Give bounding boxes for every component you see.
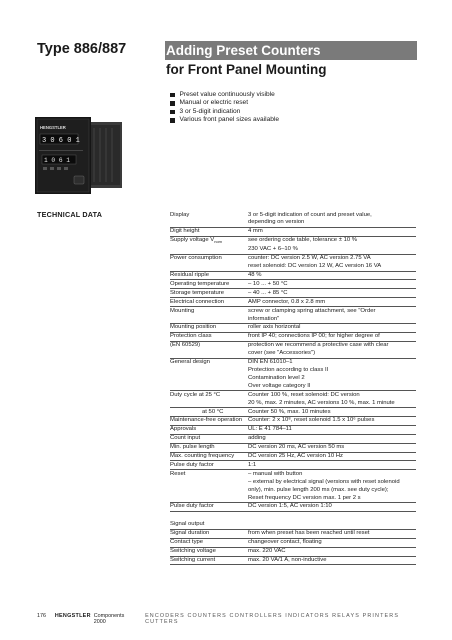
spec-key: Max. counting frequency [170, 453, 235, 460]
spec-key: Pulse duty factor [170, 461, 214, 468]
spec-value: max. 20 VA/1 A, non-inductive [248, 557, 327, 564]
spec-key: Power consumption [170, 255, 222, 262]
spec-row [170, 453, 416, 462]
spec-value: Reset frequency DC version max. 1 per 2 s [248, 494, 361, 501]
spec-key: Digit height [170, 228, 200, 235]
spec-row [170, 494, 416, 503]
spec-value: DIN EN 61010–1 [248, 359, 293, 366]
spec-key: Residual ripple [170, 272, 209, 279]
brand-label: HENGSTLER [40, 125, 66, 130]
spec-value [248, 521, 416, 529]
spec-row [170, 255, 416, 263]
spec-row [170, 539, 416, 548]
spec-value: adding [248, 435, 266, 442]
spec-row [170, 374, 416, 382]
spec-row [170, 382, 416, 391]
spec-row [170, 272, 416, 281]
spec-key: Pulse duty factor [170, 503, 214, 510]
feature-item: 3 or 5-digit indication [170, 108, 279, 116]
spec-row [170, 503, 416, 512]
spec-key [170, 374, 248, 382]
spec-key [170, 350, 248, 358]
spec-row [170, 486, 416, 494]
square-bullet-icon [170, 118, 175, 123]
spec-key: Mounting position [170, 324, 217, 331]
spec-value: 20 %, max. 2 minutes, AC versions 10 %, max. 1 minute [248, 399, 395, 406]
spec-row [170, 350, 416, 359]
spec-value: Counter: 2 x 10⁸, reset solenoid 1.5 x 10⁶ pulses [248, 417, 375, 424]
spec-value: Protection according to class II [248, 366, 329, 373]
spec-value: DC version 20 ms, AC version 50 ms [248, 444, 345, 451]
spec-row [170, 228, 416, 237]
spec-key [170, 486, 248, 494]
spec-group-main [170, 211, 416, 512]
spec-key: Switching voltage [170, 548, 216, 555]
spec-row [170, 557, 416, 566]
spec-row [170, 426, 416, 435]
feature-item: Preset value continuously visible [170, 91, 279, 99]
spec-key: Mounting [170, 307, 195, 314]
spec-key: Protection class [170, 333, 212, 340]
page-footer [37, 613, 417, 625]
footer-categories: ENCODERS COUNTERS CONTROLLERS INDICATORS RELAYS PRINTERS CUTTERS [145, 613, 400, 625]
product-type-title: Type 886/887 [37, 41, 127, 57]
spec-value: see ordering code table, tolerance ± 10 % [248, 237, 358, 244]
spec-value: front IP 40; connections IP 00; for higher degree of [248, 333, 380, 340]
spec-row [170, 263, 416, 272]
spec-value: 4 mm [248, 228, 263, 235]
spec-value: Over voltage category II [248, 382, 311, 389]
spec-key [170, 399, 248, 407]
spec-row [170, 211, 416, 219]
spec-row [170, 307, 416, 315]
spec-row [170, 530, 416, 539]
spec-key: (EN 60529) [170, 342, 201, 349]
spec-key [170, 263, 248, 271]
feature-item: Various front panel sizes available [170, 116, 279, 124]
spec-row [170, 237, 416, 246]
spec-value: – 10 ... + 50 °C [248, 280, 288, 287]
spec-value: DC version 25 Hz, AC version 10 Hz [248, 453, 343, 460]
page-number: 176 [37, 613, 46, 619]
spec-value: 48 % [248, 272, 262, 279]
spec-row [170, 399, 416, 408]
spec-key: Maintenance-free operation [170, 417, 243, 424]
spacer [170, 512, 416, 521]
feature-list [170, 91, 279, 125]
spec-value: – 40 ... + 85 °C [248, 289, 288, 296]
spec-key [170, 382, 248, 390]
spec-value: AMP connector, 0.8 x 2.8 mm [248, 298, 326, 305]
square-bullet-icon [170, 93, 175, 98]
spec-key: Electrical connection [170, 298, 225, 305]
counter-display: 3 0 6 0 1 [42, 137, 80, 145]
spec-group-signal [170, 521, 416, 566]
spec-row [170, 461, 416, 470]
spec-row [170, 417, 416, 426]
spec-row [170, 408, 416, 417]
spec-value: cover (see "Accessories") [248, 350, 316, 357]
square-bullet-icon [170, 110, 175, 115]
spec-row [170, 470, 416, 478]
spec-row [170, 324, 416, 333]
spec-key: at 50 °C [202, 408, 224, 415]
spec-key [170, 366, 248, 374]
spec-key: Display [170, 211, 190, 218]
spec-row [170, 521, 416, 530]
spec-value: screw or clamping spring attachment, see "Order [248, 307, 376, 314]
spec-row [170, 315, 416, 324]
spec-row [170, 359, 416, 367]
counter-product-image [34, 116, 124, 196]
spec-key: Min. pulse length [170, 444, 215, 451]
spec-value: information" [248, 315, 280, 322]
spec-value: Counter 50 %, max. 10 minutes [248, 408, 331, 415]
spec-value: UL: E 41 784–11 [248, 426, 292, 433]
spec-value: – external by electrical signal (versions with reset solenoid [248, 478, 400, 485]
spec-key [170, 219, 248, 227]
spec-row [170, 342, 416, 350]
spec-row [170, 298, 416, 307]
spec-value: – manual with button [248, 470, 303, 477]
spec-table [170, 211, 416, 565]
header-line-2: for Front Panel Mounting [166, 62, 327, 77]
page-header [165, 41, 417, 79]
spec-key: Signal output [170, 521, 205, 528]
spec-key: Reset [170, 470, 186, 477]
square-bullet-icon [170, 101, 175, 106]
spec-key-subscript: nom [214, 239, 222, 245]
spec-row [170, 444, 416, 453]
spec-row [170, 366, 416, 374]
spec-row [170, 246, 416, 255]
section-label: TECHNICAL DATA [37, 210, 103, 219]
spec-key: Contact type [170, 539, 204, 546]
spec-value: from when preset has been reached until reset [248, 530, 370, 537]
spec-value: 1:1 [248, 461, 257, 468]
footer-brand: HENGSTLER [54, 613, 91, 619]
spec-value: only), min. pulse length 200 ms (max. see duty cycle); [248, 486, 389, 493]
feature-item: Manual or electric reset [170, 99, 279, 107]
spec-row [170, 478, 416, 486]
spec-value: reset solenoid: DC version 12 W, AC version 16 VA [248, 263, 382, 270]
spec-key: Switching current [170, 557, 216, 564]
spec-row [170, 333, 416, 342]
spec-key: Storage temperature [170, 289, 225, 296]
spec-key: Duty cycle at 25 °C [170, 391, 221, 398]
spec-row [170, 548, 416, 557]
spec-value: DC version 1:5, AC version 1:10 [248, 503, 332, 510]
spec-key: General design [170, 359, 210, 366]
spec-value: changeover contact, floating [248, 539, 322, 546]
spec-key: Count input [170, 435, 201, 442]
spec-value: Counter 100 %, reset solenoid: DC version [248, 391, 360, 398]
spec-key: Signal duration [170, 530, 210, 537]
preset-display: 1 0 6 1 [44, 157, 70, 164]
spec-value: 3 or 5-digit indication of count and preset value, [248, 211, 372, 218]
spec-value: Contamination level 2 [248, 374, 305, 381]
spec-key: Approvals [170, 426, 197, 433]
spec-value: counter: DC version 2.5 W, AC version 2.75 VA [248, 255, 371, 262]
spec-row [170, 391, 416, 399]
spec-row [170, 435, 416, 444]
spec-row [170, 280, 416, 289]
spec-key [170, 494, 248, 502]
spec-row [170, 219, 416, 228]
spec-value: 230 VAC + 6–10 % [248, 246, 298, 253]
spec-value: roller axis horizontal [248, 324, 301, 331]
spec-value: depending on version [248, 219, 305, 226]
spec-key [170, 478, 248, 486]
footer-publication: Components 2000 [93, 613, 125, 625]
spec-key: Supply voltage $V_{nom}$ [170, 237, 222, 245]
spec-key: Operating temperature [170, 280, 230, 287]
spec-key [170, 246, 248, 254]
header-line-1: Adding Preset Counters [165, 41, 417, 60]
spec-value: max. 220 VAC [248, 548, 286, 555]
spec-key [170, 315, 248, 323]
spec-row [170, 289, 416, 298]
spec-value: protection we recommend a protective case with clear [248, 342, 389, 349]
